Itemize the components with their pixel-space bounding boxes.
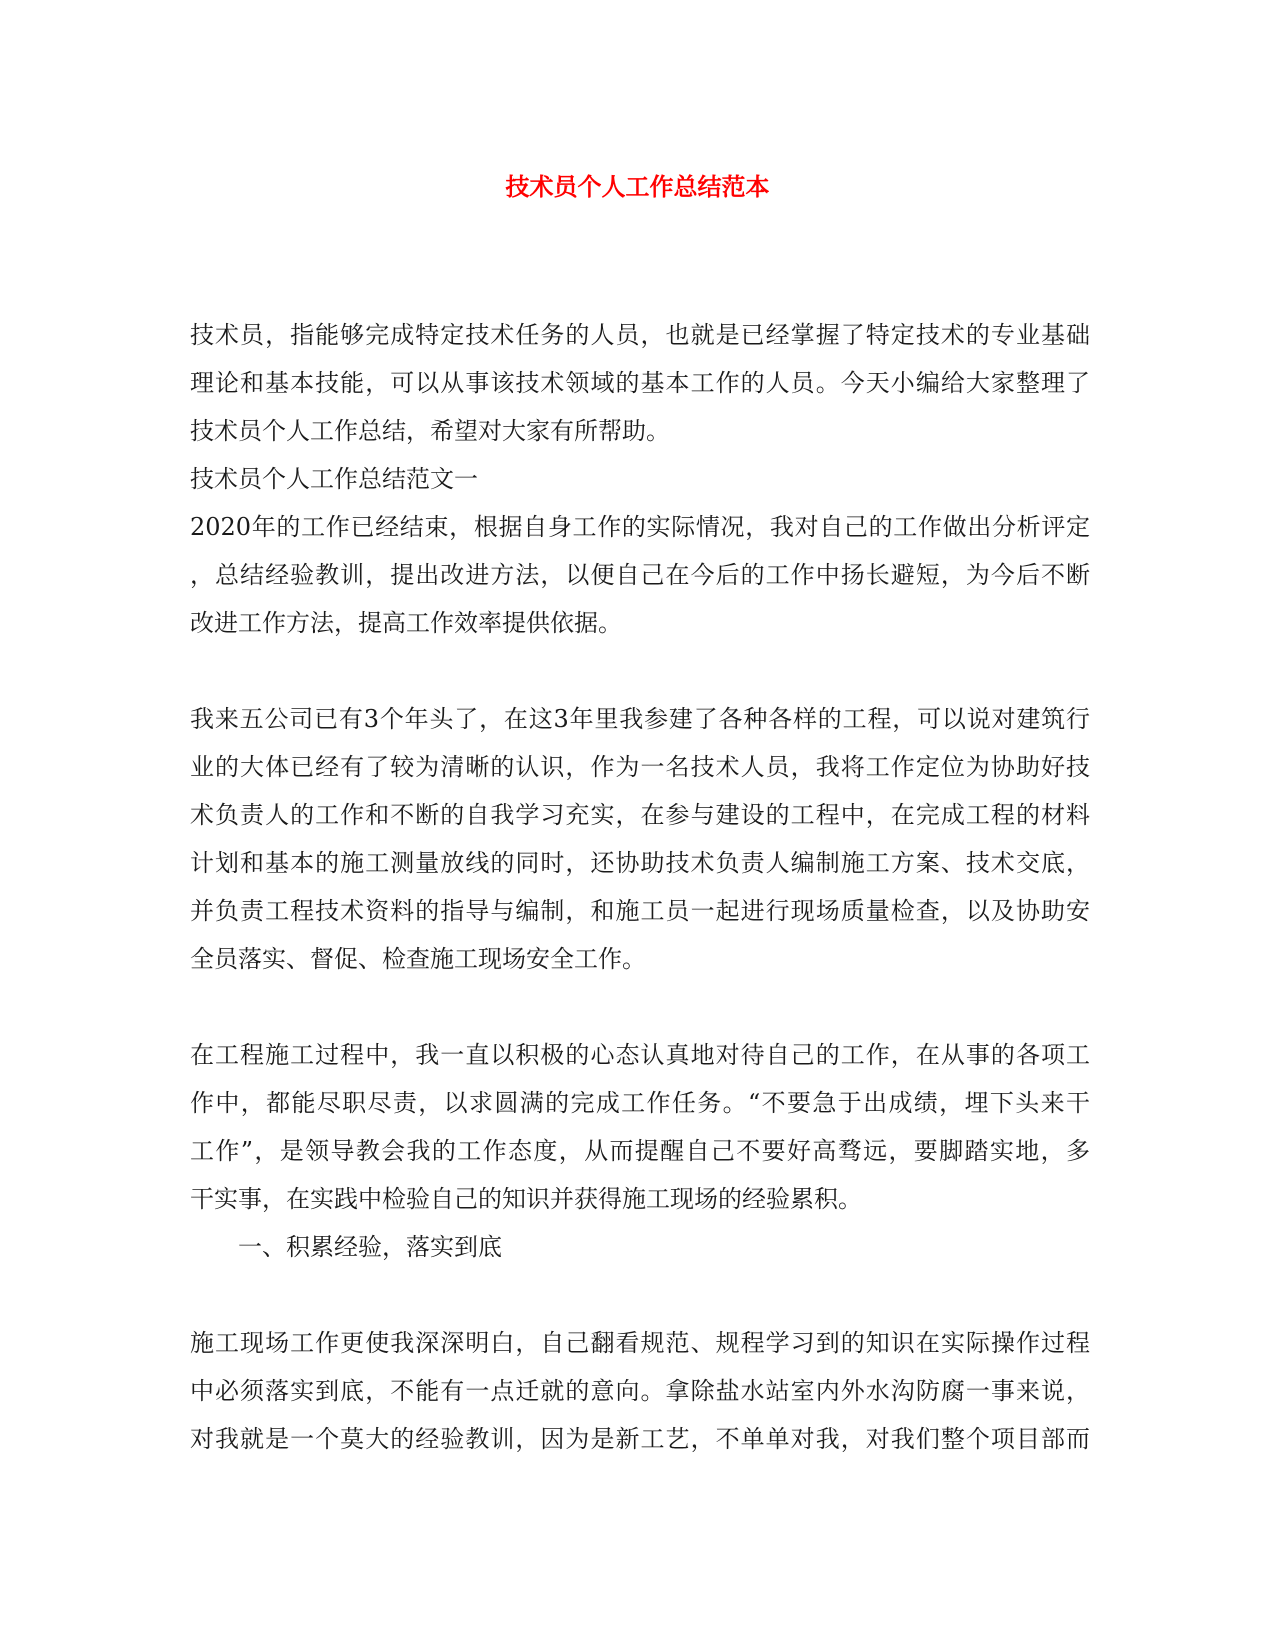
paragraph-line: 在工程施工过程中，我一直以积极的心态认真地对待自己的工作，在从事的各项工 [190,1041,1090,1069]
paragraph-line: 并负责工程技术资料的指导与编制，和施工员一起进行现场质量检查，以及协助安 [190,897,1090,925]
paragraph-line: 我来五公司已有3个年头了，在这3年里我参建了各种各样的工程，可以说对建筑行 [190,705,1090,733]
document-body [190,311,1090,1463]
paragraph-line: 施工现场工作更使我深深明白，自己翻看规范、规程学习到的知识在实际操作过程 [190,1329,1090,1357]
subsection-heading: 一、积累经验，落实到底 [238,1233,502,1261]
paragraph-line: 技术员个人工作总结，希望对大家有所帮助。 [190,417,670,445]
paragraph-line: 计划和基本的施工测量放线的同时，还协助技术负责人编制施工方案、技术交底， [190,849,1090,877]
section-heading: 技术员个人工作总结范文一 [190,465,478,493]
paragraph-line: 工作”，是领导教会我的工作态度，从而提醒自己不要好高骛远，要脚踏实地，多 [190,1137,1090,1165]
paragraph-line: 技术员，指能够完成特定技术任务的人员，也就是已经掌握了特定技术的专业基础 [190,321,1090,349]
paragraph-line: 理论和基本技能，可以从事该技术领域的基本工作的人员。今天小编给大家整理了 [190,369,1090,397]
paragraph-line: ，总结经验教训，提出改进方法，以便自己在今后的工作中扬长避短，为今后不断 [190,561,1090,589]
paragraph-line: 术负责人的工作和不断的自我学习充实，在参与建设的工程中，在完成工程的材料 [190,801,1090,829]
paragraph-line: 对我就是一个莫大的经验教训，因为是新工艺，不单单对我，对我们整个项目部而 [190,1425,1090,1453]
paragraph-gap [190,647,1090,695]
paragraph-gap [190,1271,1090,1319]
paragraph-line: 2020年的工作已经结束，根据自身工作的实际情况，我对自己的工作做出分析评定 [190,513,1090,541]
paragraph-gap [190,983,1090,1031]
document-title: 技术员个人工作总结范本 [505,172,770,201]
paragraph-line: 业的大体已经有了较为清晰的认识，作为一名技术人员，我将工作定位为协助好技 [190,753,1090,781]
paragraph-line: 改进工作方法，提高工作效率提供依据。 [190,609,622,637]
paragraph-line: 作中，都能尽职尽责，以求圆满的完成工作任务。“不要急于出成绩，埋下头来干 [190,1089,1090,1117]
paragraph-line: 中必须落实到底，不能有一点迁就的意向。拿除盐水站室内外水沟防腐一事来说， [190,1377,1090,1405]
paragraph-line: 全员落实、督促、检查施工现场安全工作。 [190,945,646,973]
paragraph-line: 干实事，在实践中检验自己的知识并获得施工现场的经验累积。 [190,1185,862,1213]
